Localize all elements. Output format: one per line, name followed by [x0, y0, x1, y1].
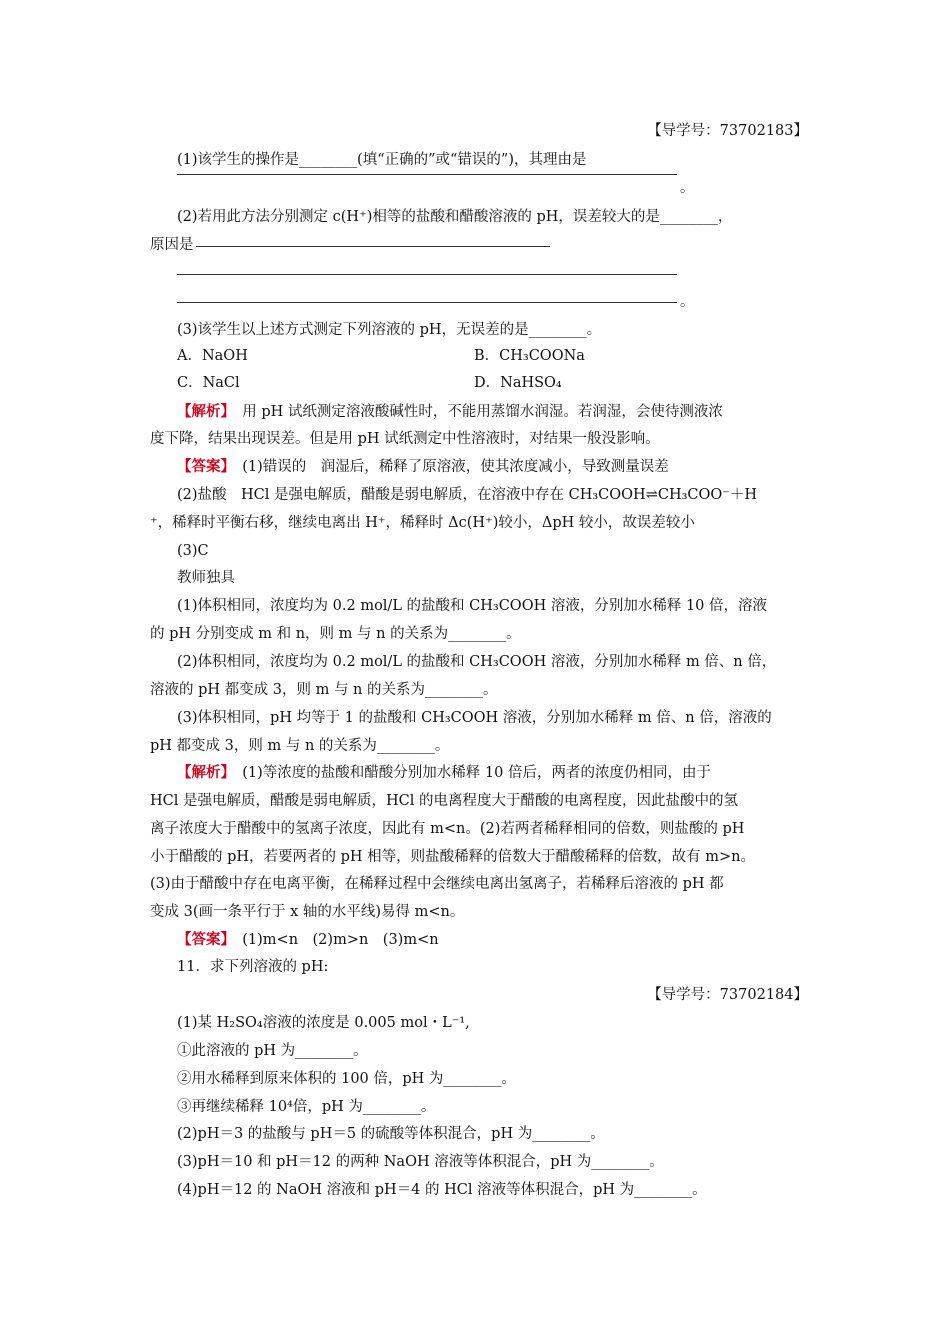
analysis-text: 变成 3(画一条平行于 x 轴的水平线)易得 m<n。: [150, 904, 465, 920]
analysis-block: [177, 402, 723, 422]
q10-part1: (1)该学生的操作是________(填“正确的”或“错误的”)，其理由是: [177, 152, 587, 168]
teacher-q1: (1)体积相同，浓度均为 0.2 mol/L 的盐酸和 CH₃COOH 溶液，分别加水稀释 10 倍，溶液: [177, 598, 768, 614]
guide-number: 【导学号：73702184】: [647, 987, 808, 1003]
analysis-text: HCl 是强电解质，醋酸是弱电解质，HCl 的电离程度大于醋酸的电离程度，因此盐酸中的氢: [150, 793, 738, 809]
answer-blank-line: [177, 174, 677, 175]
analysis-text: (3)由于醋酸中存在电离平衡，在稀释过程中会继续电离出氢离子，若稀释后溶液的 pH 都: [150, 876, 724, 892]
q11-part1: (1)某 H₂SO₄溶液的浓度是 0.005 mol・L⁻¹,: [177, 1015, 470, 1031]
guide-number: 【导学号：73702183】: [647, 123, 808, 139]
option-c: C．NaCl: [177, 375, 240, 391]
option-b: B．CH₃COONa: [474, 348, 585, 364]
teacher-q1: 的 pH 分别变成 m 和 n，则 m 与 n 的关系为________。: [150, 626, 521, 642]
answer-text: (1)错误的 润湿后，稀释了原溶液，使其浓度减小，导致测量误差: [227, 459, 669, 475]
teacher-q3: (3)体积相同，pH 均等于 1 的盐酸和 CH₃COOH 溶液，分别加水稀释 m 倍、n 倍，溶液的: [177, 710, 772, 726]
q11-part3: (3)pH＝10 和 pH＝12 的两种 NaOH 溶液等体积混合，pH 为________。: [177, 1154, 664, 1170]
analysis-tag: 【解析】: [177, 403, 228, 420]
analysis-text: 用 pH 试纸测定溶液酸碱性时，不能用蒸馏水润湿。若润湿，会使待测液浓: [227, 404, 723, 420]
teacher-q3: pH 都变成 3，则 m 与 n 的关系为________。: [150, 738, 450, 754]
answer-blank-line: [177, 274, 677, 275]
answer-block: [177, 457, 669, 477]
teacher-q2: 溶液的 pH 都变成 3，则 m 与 n 的关系为________。: [150, 682, 498, 698]
q10-part1-end: 。: [680, 180, 695, 196]
analysis-block: [177, 763, 711, 783]
answer-tag: 【答案】: [177, 458, 228, 475]
analysis-text: 小于醋酸的 pH，若要两者的 pH 相等，则盐酸稀释的倍数大于醋酸稀释的倍数，故有 m>n。: [150, 849, 756, 865]
q10-part2: (2)若用此方法分别测定 c(H⁺)相等的盐酸和醋酸溶液的 pH，误差较大的是________，: [177, 209, 733, 225]
question-11-title: 11．求下列溶液的 pH:: [177, 959, 329, 975]
option-a: A．NaOH: [177, 348, 248, 364]
q11-part1-sub1: ①此溶液的 pH 为________。: [177, 1043, 368, 1059]
answer-block: [177, 930, 439, 950]
q10-part2-reason: 原因是: [150, 237, 194, 253]
answer-text: ⁺，稀释时平衡右移，继续电离出 H⁺，稀释时 Δc(H⁺)较小，ΔpH 较小，故误差较小: [150, 515, 695, 531]
answer-blank-line: [177, 302, 677, 303]
q10-part2-end: 。: [680, 294, 695, 310]
answer-blank-line: [196, 246, 550, 247]
teacher-q2: (2)体积相同，浓度均为 0.2 mol/L 的盐酸和 CH₃COOH 溶液，分别加水稀释 m 倍、n 倍，: [177, 654, 777, 670]
analysis-text: (1)等浓度的盐酸和醋酸分别加水稀释 10 倍后，两者的浓度仍相同，由于: [227, 765, 711, 781]
option-d: D．NaHSO₄: [474, 375, 562, 391]
q11-part1-sub2: ②用水稀释到原来体积的 100 倍，pH 为________。: [177, 1071, 516, 1087]
answer-text: (2)盐酸 HCl 是强电解质，醋酸是弱电解质，在溶液中存在 CH₃COOH⇌CH₃COO⁻＋H: [177, 487, 758, 503]
analysis-tag: 【解析】: [177, 764, 228, 781]
q11-part2: (2)pH＝3 的盐酸与 pH＝5 的硫酸等体积混合，pH 为________。: [177, 1126, 605, 1142]
q11-part4: (4)pH＝12 的 NaOH 溶液和 pH＝4 的 HCl 溶液等体积混合，pH 为________。: [177, 1182, 707, 1198]
answer-text: (1)m<n (2)m>n (3)m<n: [227, 932, 439, 948]
analysis-text: 度下降，结果出现误差。但是用 pH 试纸测定中性溶液时，对结果一般没影响。: [150, 431, 660, 447]
analysis-text: 离子浓度大于醋酸中的氢离子浓度，因此有 m<n。(2)若两者稀释相同的倍数，则盐酸的 pH: [150, 821, 745, 837]
q10-part3: (3)该学生以上述方式测定下列溶液的 pH，无误差的是________。: [177, 322, 602, 338]
answer-tag: 【答案】: [177, 931, 228, 948]
q11-part1-sub3: ③再继续稀释 10⁴倍，pH 为________。: [177, 1099, 436, 1115]
answer-text: (3)C: [177, 543, 209, 559]
teacher-section-title: 教师独具: [177, 570, 235, 586]
